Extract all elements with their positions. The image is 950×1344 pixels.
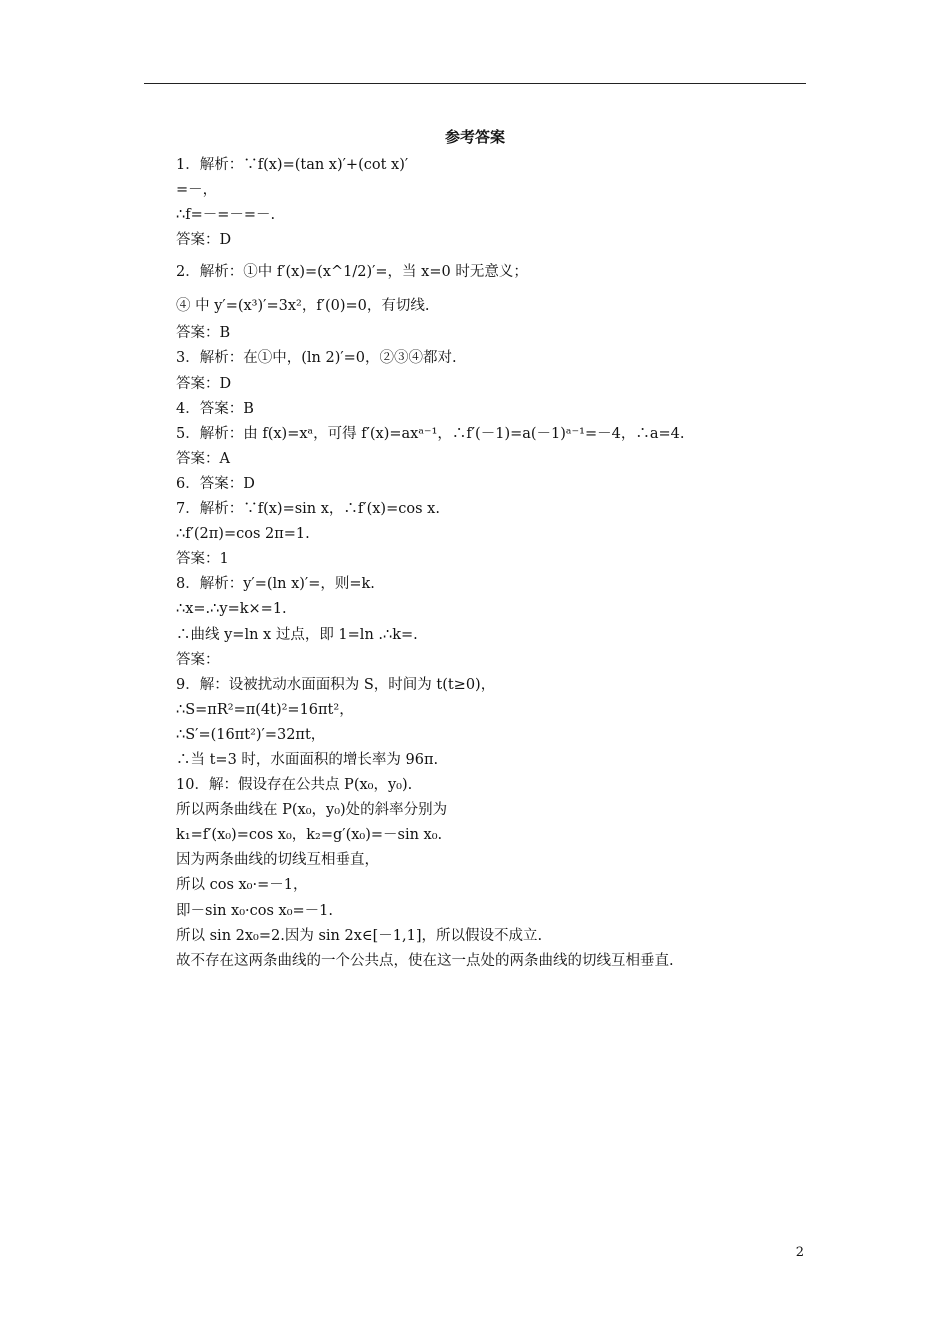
answer-line: 7．解析：∵f(x)=sin x，∴f′(x)=cos x. [176, 501, 440, 518]
answer-line: ∴曲线 y=ln x 过点，即 1=ln .∴k=. [176, 626, 418, 643]
answer-line: 答案：D [176, 375, 232, 392]
answer-line: 因为两条曲线的切线互相垂直， [176, 852, 379, 869]
answer-line: 2．解析：①中 f′(x)=(x^1/2)′=，当 x=0 时无意义； [176, 264, 528, 281]
answer-line: 6．答案：D [176, 475, 255, 492]
page-number: 2 [795, 1245, 804, 1260]
answer-line: 8．解析：y′=(ln x)′=，则=k. [176, 576, 375, 593]
answer-line: 3．解析：在①中，(ln 2)′=0，②③④都对. [176, 350, 457, 367]
answer-line: 答案：A [176, 450, 230, 467]
answer-line: 答案： [176, 651, 220, 668]
answer-line: =－， [176, 182, 218, 199]
answer-line: ∴当 t=3 时，水面面积的增长率为 96π. [176, 751, 439, 768]
answer-line: 1．解析：∵f(x)=(tan x)′+(cot x)′ [176, 157, 409, 173]
answer-line: 即－sin x₀·cos x₀=－1. [176, 902, 334, 919]
answer-line: 5．解析：由 f(x)=xᵃ，可得 f′(x)=axᵃ⁻¹，∴f′(－1)=a(－1)ᵃ⁻¹=－4，∴a=4. [176, 425, 685, 442]
answer-line: ∴S=πR²=π(4t)²=16πt²， [176, 701, 354, 718]
answer-line: 4．答案：B [176, 400, 254, 417]
answer-line: k₁=f′(x₀)=cos x₀，k₂=g′(x₀)=－sin x₀. [176, 827, 443, 844]
answer-line: 10．解：假设存在公共点 P(x₀，y₀). [176, 777, 413, 794]
answer-line: 所以两条曲线在 P(x₀，y₀)处的斜率分别为 [176, 802, 448, 819]
answer-line: 所以 cos x₀·=－1， [176, 877, 308, 894]
answer-line: 9．解：设被扰动水面面积为 S，时间为 t(t≥0)， [176, 676, 496, 693]
page-title: 参考答案 [444, 128, 505, 146]
answer-line: ∴S′=(16πt²)′=32πt， [176, 726, 326, 743]
answer-line: 故不存在这两条曲线的一个公共点，使在这一点处的两条曲线的切线互相垂直. [176, 952, 674, 969]
answer-content [176, 153, 816, 974]
header-rule [144, 83, 806, 84]
answer-line: 答案：1 [176, 551, 229, 568]
answer-line: ④ 中 y′=(x³)′=3x²，f′(0)=0，有切线. [176, 298, 430, 315]
answer-line: ∴f′(2π)=cos 2π=1. [176, 526, 310, 543]
answer-line: 所以 sin 2x₀=2.因为 sin 2x∈[－1,1]，所以假设不成立. [176, 927, 543, 944]
answer-line: ∴f=－=－=－. [176, 207, 276, 224]
answer-line: ∴x=.∴y=k×=1. [176, 601, 287, 618]
answer-line: 答案：D [176, 232, 232, 249]
answer-line: 答案：B [176, 325, 231, 342]
